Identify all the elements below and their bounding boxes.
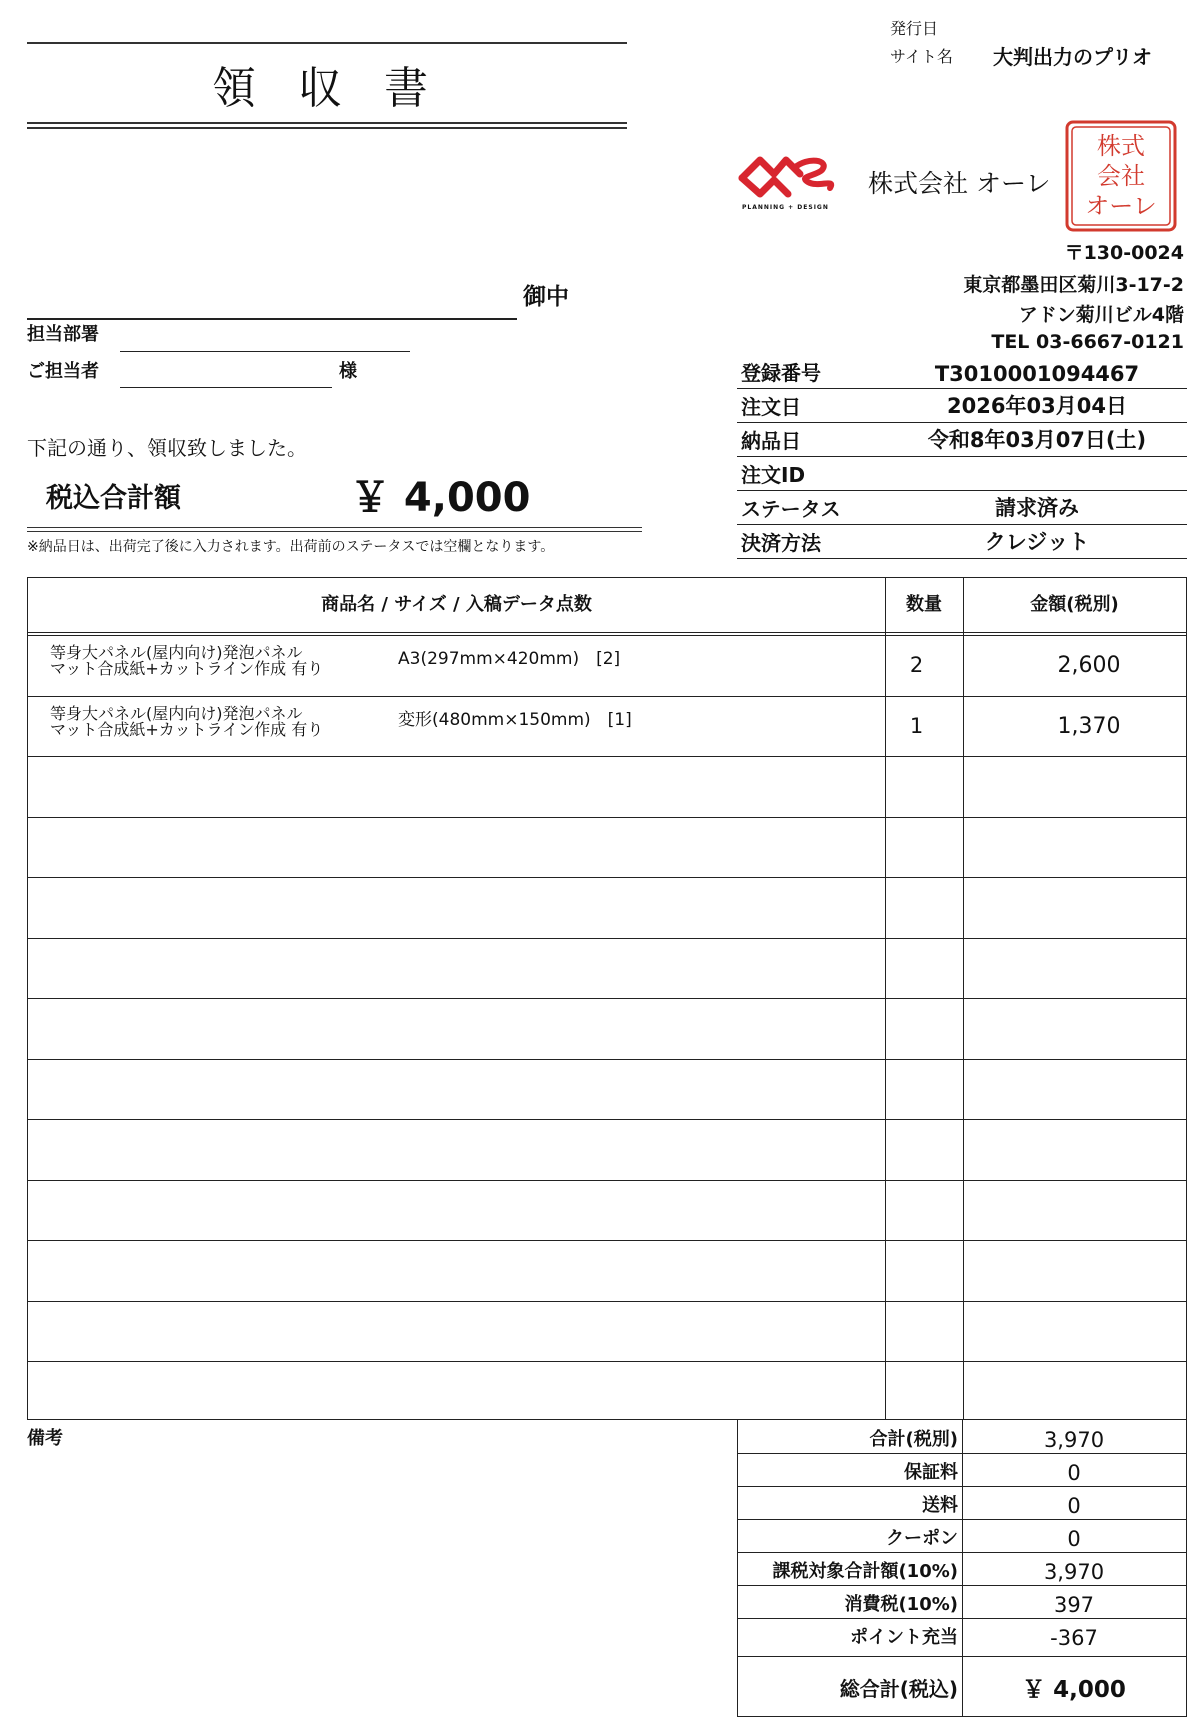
sama-label: 様 [339,361,357,382]
summary-value: 397 [1053,1593,1095,1617]
total-label: 税込合計額 [46,483,181,514]
item-qty: 1 [909,714,924,738]
summary-label: 保証料 [904,1462,958,1483]
summary-label: ポイント充当 [850,1627,958,1648]
svg-text:会社: 会社 [1097,162,1145,190]
order-info-label: 注文日 [741,395,801,419]
row-divider [28,756,1186,757]
summary-label: 送料 [922,1495,958,1516]
total-amount: ￥ 4,000 [350,475,531,521]
svg-text:オーレ: オーレ [1085,192,1157,220]
company-address-2: アドン菊川ビル4階 [1018,304,1184,326]
order-info-row [737,490,1187,525]
row-divider [28,1301,1186,1302]
company-logo-icon [738,148,846,218]
header-item-name: 商品名 / サイズ / 入稿データ点数 [321,594,592,615]
grand-total-row [738,1656,1186,1716]
company-postal: 〒130-0024 [1064,242,1184,264]
order-info-label: 決済方法 [741,531,821,555]
recipient-name-line [27,318,517,320]
item-name-line2: マット合成紙+カットライン作成 有り [50,659,324,678]
header-qty: 数量 [906,594,942,615]
item-size: 変形(480mm×150mm) [1] [398,710,632,730]
dept-line [120,351,410,352]
order-info-value: T3010001094467 [934,362,1140,386]
summary-label: クーポン [886,1528,958,1549]
summary-table [737,1420,1187,1717]
order-info-label: 登録番号 [741,361,821,385]
logo-caption: PLANNING + DESIGN [742,204,829,211]
title-rule-top [27,42,627,44]
site-label: サイト名 [890,47,953,66]
items-table [27,577,1187,1420]
summary-value: -367 [1050,1626,1098,1650]
order-info-row [737,354,1187,389]
item-name-line2: マット合成紙+カットライン作成 有り [50,720,324,739]
item-size: A3(297mm×420mm) [2] [398,649,621,669]
company-address-1: 東京都墨田区菊川3-17-2 [963,274,1184,296]
company-seal-icon [1063,118,1179,234]
row-divider [28,1361,1186,1362]
item-qty: 2 [909,653,924,677]
person-line [120,387,332,388]
row-divider [28,938,1186,939]
page-title: 領 収 書 [212,63,442,114]
order-info-row [737,422,1187,457]
summary-label: 課税対象合計額(10%) [772,1561,958,1582]
summary-row [738,1420,1186,1454]
site-name: 大判出力のプリオ [993,45,1152,69]
delivery-note: ※納品日は、出荷完了後に入力されます。出荷前のステータスでは空欄となります。 [27,539,555,555]
svg-text:株式: 株式 [1097,132,1145,160]
row-divider [28,696,1186,697]
company-name: 株式会社 オーレ [868,169,1051,198]
grand-total-label: 総合計(税込) [839,1677,958,1701]
summary-row [738,1552,1186,1586]
summary-row [738,1519,1186,1553]
onchu-label: 御中 [523,284,569,310]
order-info-label: 納品日 [741,429,801,453]
order-info-label: ステータス [741,497,841,521]
row-divider [28,632,1186,633]
grand-total-value: ￥ 4,000 [1022,1677,1126,1703]
summary-value: 3,970 [1043,1428,1105,1452]
order-info-value: 令和8年03月07日(土) [927,428,1147,452]
order-info-row [737,456,1187,491]
remarks-label: 備考 [27,1428,63,1449]
row-divider [28,1240,1186,1241]
row-divider [28,635,1186,636]
row-divider [28,998,1186,999]
row-divider [28,1119,1186,1120]
summary-value: 0 [1067,1494,1081,1518]
summary-row [738,1486,1186,1520]
summary-value: 3,970 [1043,1560,1105,1584]
order-info-value: 請求済み [995,496,1079,520]
row-divider [28,877,1186,878]
item-name-line1: 等身大パネル(屋内向け)発泡パネル [50,643,303,662]
received-message: 下記の通り、領収致しました。 [27,436,307,460]
person-label: ご担当者 [27,361,99,382]
row-divider [28,1180,1186,1181]
item-price: 2,600 [1057,653,1121,678]
summary-label: 消費税(10%) [844,1594,958,1615]
order-info-value: クレジット [984,530,1090,554]
order-info-row [737,388,1187,423]
order-info-label: 注文ID [741,463,806,487]
summary-value: 0 [1067,1461,1081,1485]
header-price: 金額(税別) [1030,594,1119,615]
summary-row [738,1453,1186,1487]
dept-label: 担当部署 [27,324,99,345]
summary-row [738,1618,1186,1651]
order-info-value: 2026年03月04日 [947,394,1127,418]
item-price: 1,370 [1057,714,1121,739]
item-name-line1: 等身大パネル(屋内向け)発泡パネル [50,704,303,723]
row-divider [28,1059,1186,1060]
summary-row [738,1585,1186,1619]
title-rule-bottom [27,122,627,129]
total-rule [27,527,642,532]
row-divider [28,817,1186,818]
company-tel: TEL 03-6667-0121 [991,331,1184,353]
order-info-row [737,524,1187,559]
issue-date-label: 発行日 [890,19,939,38]
summary-value: 0 [1067,1527,1081,1551]
summary-label: 合計(税別) [869,1429,958,1450]
